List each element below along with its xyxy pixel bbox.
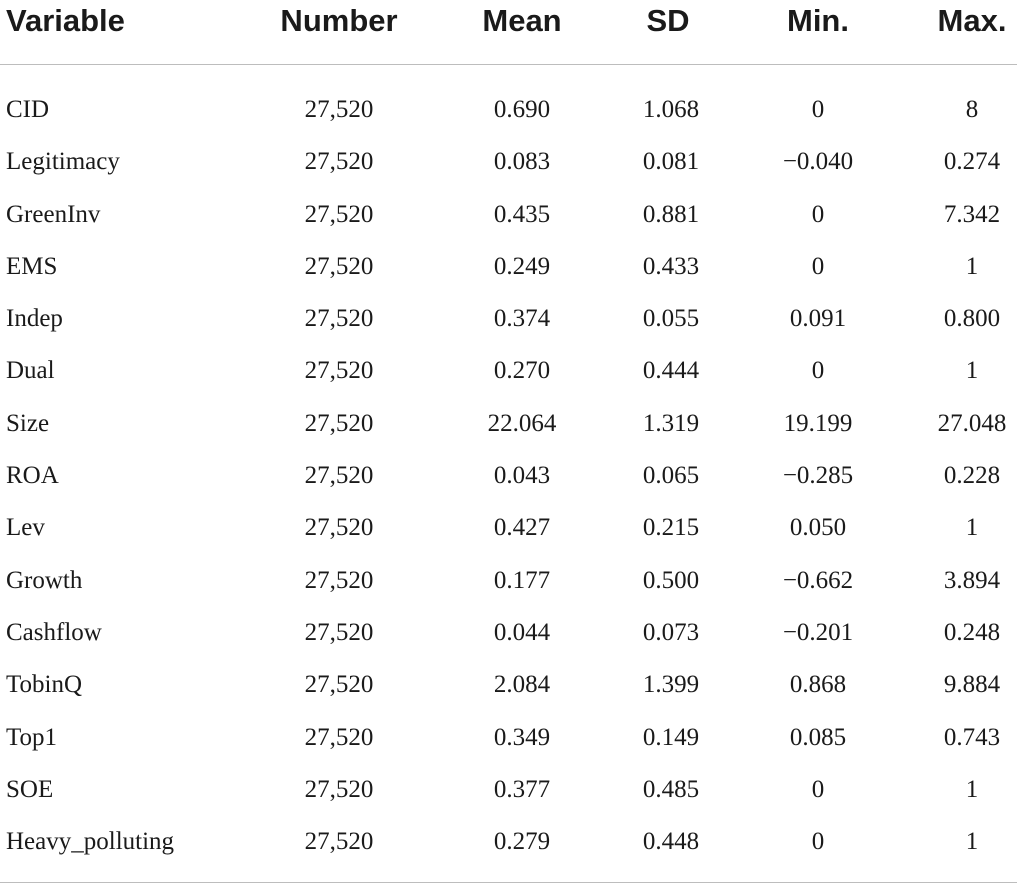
cell-sd: 0.215: [642, 514, 700, 542]
table-row: [0, 502, 1017, 554]
cell-number: 27,520: [304, 200, 374, 228]
cell-mean: 22.064: [487, 409, 557, 437]
cell-variable: Growth: [6, 566, 83, 594]
cell-mean: 0.249: [493, 252, 551, 280]
cell-max: 8: [965, 96, 979, 123]
table-row: [0, 136, 1017, 188]
cell-variable: EMS: [6, 252, 58, 280]
table-row: [0, 764, 1017, 816]
header-max: Max.: [937, 3, 1007, 38]
cell-variable: Dual: [6, 357, 55, 385]
cell-sd: 0.065: [642, 462, 700, 490]
cell-sd: 0.149: [642, 723, 700, 751]
cell-max: 1: [965, 828, 979, 856]
cell-number: 27,520: [304, 252, 374, 280]
table-row: [0, 659, 1017, 711]
cell-min: 0: [811, 775, 825, 803]
cell-max: 1: [965, 357, 979, 385]
cell-number: 27,520: [304, 723, 374, 751]
cell-min: 0.091: [789, 305, 847, 333]
cell-sd: 0.073: [642, 618, 700, 646]
cell-sd: 0.444: [642, 357, 700, 385]
cell-variable: Heavy_polluting: [6, 828, 175, 856]
cell-variable: Lev: [6, 514, 45, 542]
table-row: [0, 450, 1017, 502]
cell-variable: SOE: [6, 775, 54, 803]
cell-number: 27,520: [304, 305, 374, 333]
cell-variable: TobinQ: [6, 671, 83, 699]
cell-number: 27,520: [304, 462, 374, 490]
cell-mean: 0.690: [493, 96, 551, 123]
cell-number: 27,520: [304, 775, 374, 803]
cell-min: 0: [811, 96, 825, 123]
cell-number: 27,520: [304, 96, 374, 123]
table-row: [0, 607, 1017, 659]
cell-variable: Top1: [6, 723, 58, 751]
table-row: [0, 293, 1017, 345]
cell-sd: 0.433: [642, 252, 700, 280]
cell-min: 0: [811, 357, 825, 385]
cell-mean: 0.279: [493, 828, 551, 856]
cell-mean: 0.349: [493, 723, 551, 751]
table-row: [0, 189, 1017, 241]
cell-variable: Cashflow: [6, 618, 102, 646]
cell-sd: 0.881: [642, 200, 700, 228]
table-body: [0, 84, 1017, 868]
cell-number: 27,520: [304, 618, 374, 646]
cell-number: 27,520: [304, 514, 374, 542]
cell-mean: 2.084: [493, 671, 551, 699]
cell-max: 3.894: [943, 566, 1001, 594]
cell-max: 1: [965, 775, 979, 803]
table-row: [0, 555, 1017, 607]
cell-min: −0.285: [782, 462, 854, 490]
cell-min: 0: [811, 828, 825, 856]
cell-sd: 0.055: [642, 305, 700, 333]
table-header-row: [0, 0, 1017, 44]
cell-min: 0.050: [789, 514, 847, 542]
cell-variable: CID: [6, 96, 50, 123]
header-divider: [0, 64, 1017, 65]
cell-mean: 0.427: [493, 514, 551, 542]
header-mean: Mean: [482, 3, 562, 38]
cell-sd: 1.068: [642, 96, 700, 123]
cell-mean: 0.044: [493, 618, 551, 646]
cell-min: 0.085: [789, 723, 847, 751]
header-sd: SD: [646, 3, 690, 38]
cell-max: 7.342: [943, 200, 1001, 228]
cell-number: 27,520: [304, 357, 374, 385]
cell-variable: ROA: [6, 462, 59, 490]
cell-min: 0: [811, 252, 825, 280]
cell-mean: 0.435: [493, 200, 551, 228]
cell-sd: 1.399: [642, 671, 700, 699]
cell-sd: 1.319: [642, 409, 700, 437]
cell-sd: 0.485: [642, 775, 700, 803]
cell-min: 0: [811, 200, 825, 228]
cell-mean: 0.083: [493, 148, 551, 176]
table-row: [0, 241, 1017, 293]
cell-max: 0.248: [943, 618, 1001, 646]
cell-number: 27,520: [304, 828, 374, 856]
cell-variable: GreenInv: [6, 200, 101, 228]
cell-mean: 0.374: [493, 305, 551, 333]
cell-max: 27.048: [937, 409, 1007, 437]
cell-mean: 0.377: [493, 775, 551, 803]
cell-min: 19.199: [783, 409, 853, 437]
table-bottom-rule: [0, 882, 1017, 883]
cell-max: 1: [965, 514, 979, 542]
cell-max: 9.884: [943, 671, 1001, 699]
cell-mean: 0.270: [493, 357, 551, 385]
table-row: [0, 345, 1017, 397]
cell-number: 27,520: [304, 409, 374, 437]
cell-max: 0.228: [943, 462, 1001, 490]
header-number: Number: [280, 3, 398, 38]
cell-mean: 0.177: [493, 566, 551, 594]
table-row: [0, 84, 1017, 136]
cell-number: 27,520: [304, 148, 374, 176]
cell-number: 27,520: [304, 566, 374, 594]
cell-max: 0.274: [943, 148, 1001, 176]
cell-min: −0.040: [782, 148, 854, 176]
cell-mean: 0.043: [493, 462, 551, 490]
table-row: [0, 712, 1017, 764]
cell-min: 0.868: [789, 671, 847, 699]
cell-sd: 0.081: [642, 148, 700, 176]
header-min: Min.: [787, 3, 849, 38]
cell-min: −0.662: [782, 566, 854, 594]
cell-number: 27,520: [304, 671, 374, 699]
cell-sd: 0.500: [642, 566, 700, 594]
table-row: [0, 816, 1017, 868]
table-row: [0, 398, 1017, 450]
header-variable: Variable: [6, 3, 125, 38]
cell-max: 1: [965, 252, 979, 280]
cell-max: 0.800: [943, 305, 1001, 333]
cell-variable: Indep: [6, 305, 63, 333]
cell-sd: 0.448: [642, 828, 700, 856]
cell-max: 0.743: [943, 723, 1001, 751]
cell-min: −0.201: [782, 618, 854, 646]
cell-variable: Size: [6, 409, 50, 437]
cell-variable: Legitimacy: [6, 148, 120, 176]
